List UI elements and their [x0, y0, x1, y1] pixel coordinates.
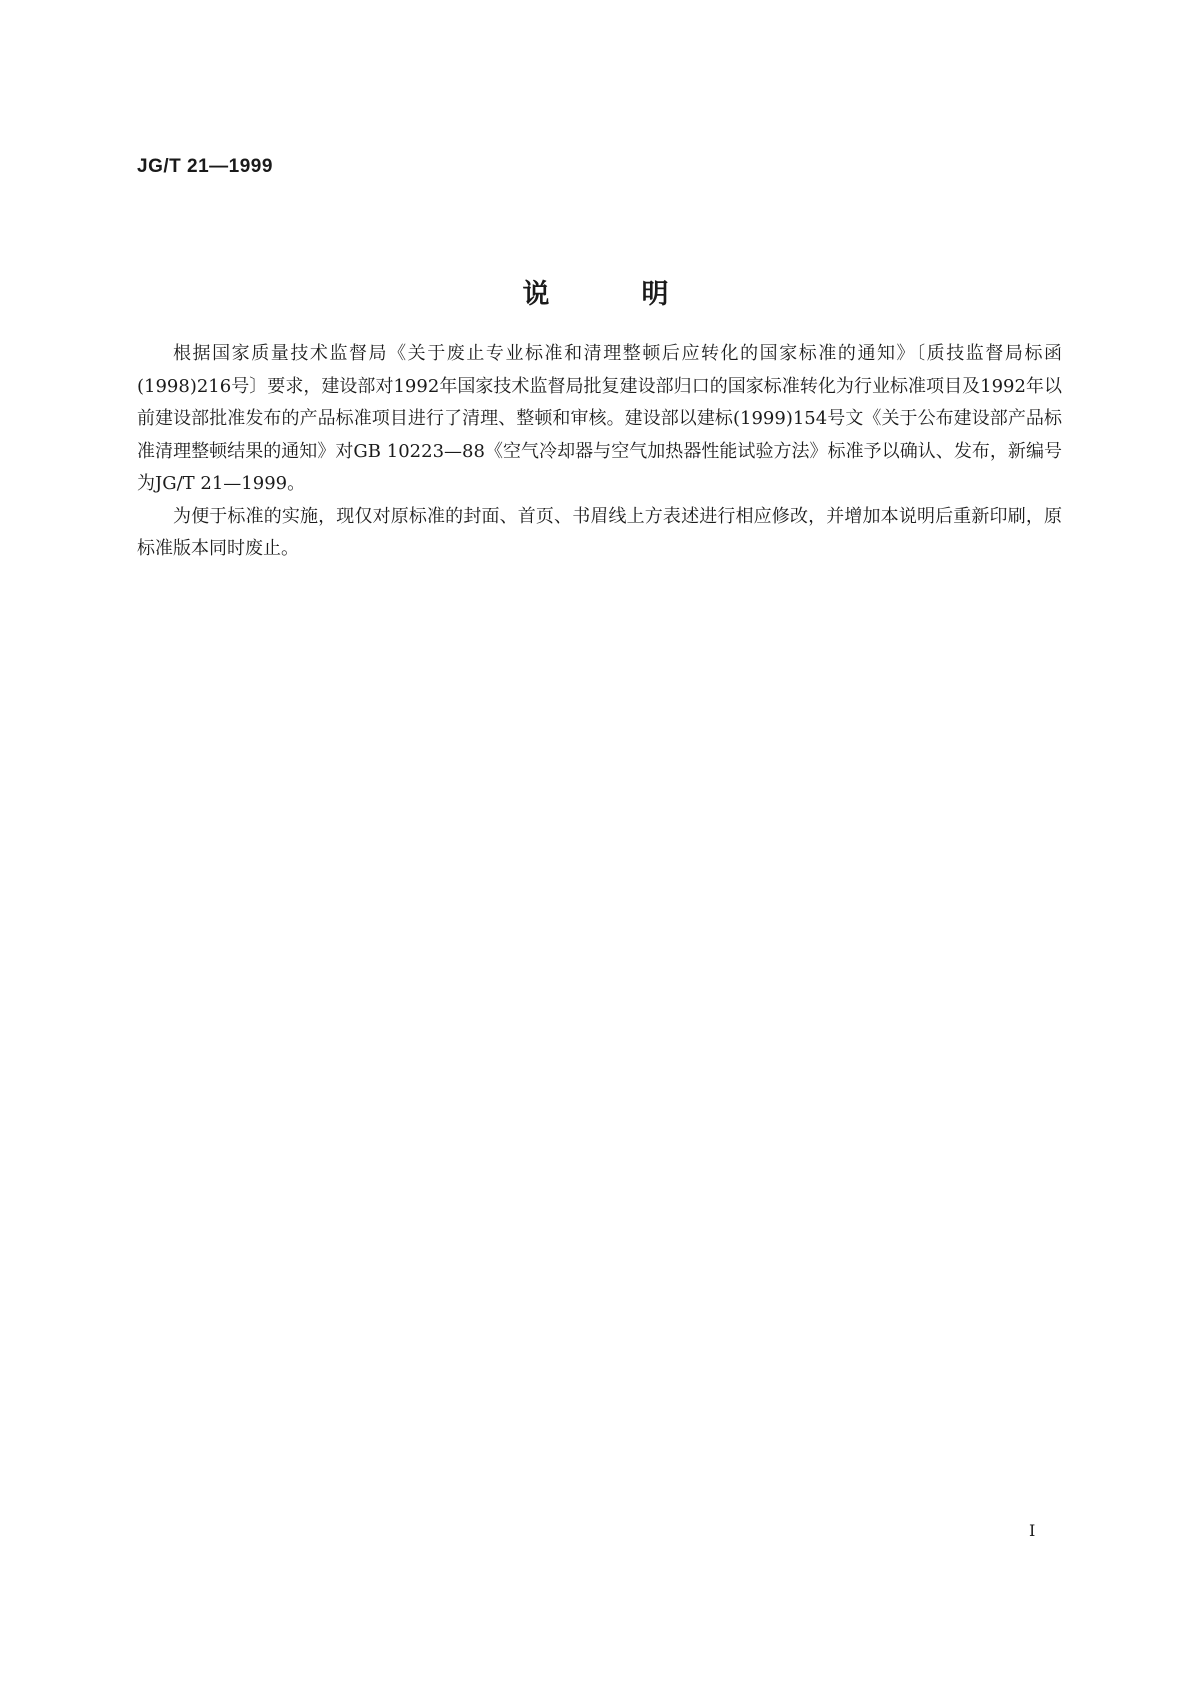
body-text: [137, 338, 1062, 566]
paragraph-1: 根据国家质量技术监督局《关于废止专业标准和清理整顿后应转化的国家标准的通知》〔质技监督局标函(1998)216号〕要求，建设部对1992年国家技术监督局批复建设部归口的国家标准转化为行业标准项目及1992年以前建设部批准发布的产品标准项目进行了清理、整顿和审核。建设部以建标(1999)154号文《关于公布建设部产品标准清理整顿结果的通知》对GB 10223—88《空气冷却器与空气加热器性能试验方法》标准予以确认、发布，新编号为JG/T 21—1999。: [137, 343, 1062, 494]
title-char-2: 明: [641, 279, 669, 310]
page-title: [0, 272, 1191, 311]
title-char-1: 说: [522, 279, 550, 310]
paragraph-2: 为便于标准的实施，现仅对原标准的封面、首页、书眉线上方表述进行相应修改，并增加本说明后重新印刷，原标准版本同时废止。: [137, 505, 1062, 559]
page-number: I: [1029, 1521, 1036, 1540]
standard-code: JG/T 21—1999: [137, 156, 273, 177]
